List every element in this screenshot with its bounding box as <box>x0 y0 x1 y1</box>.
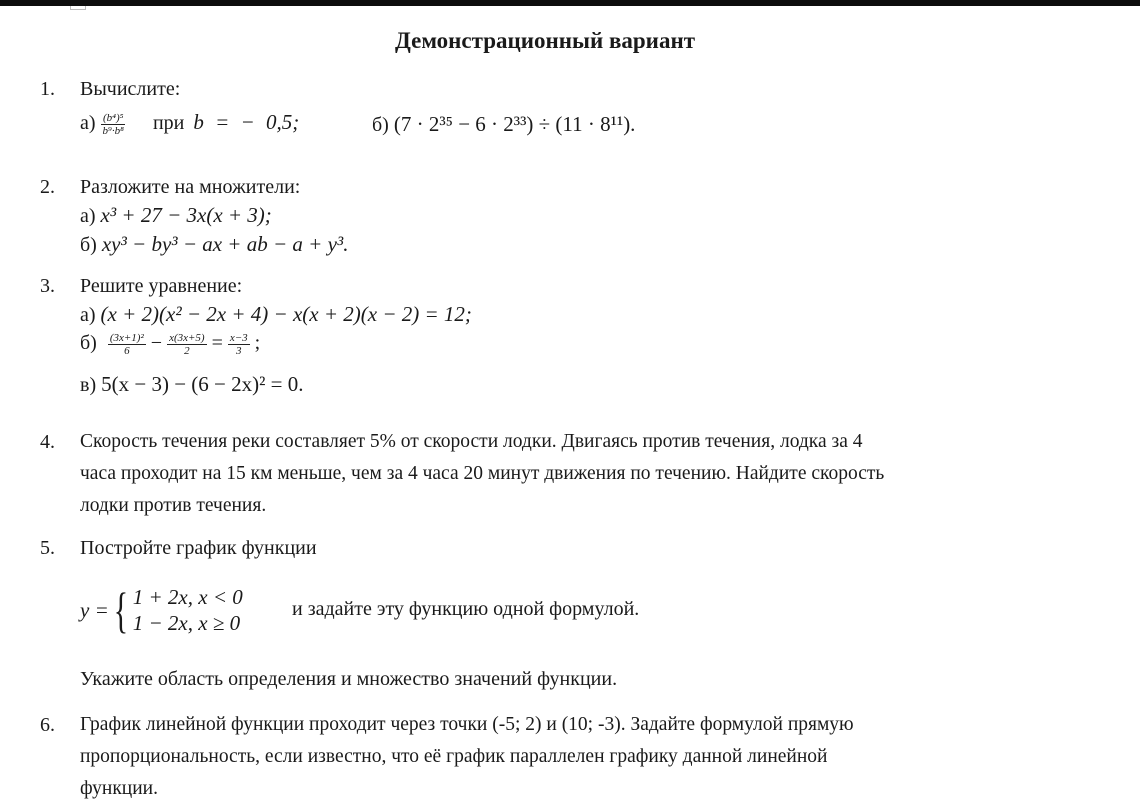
task-3b-fraction-3-denominator: 3 <box>236 345 242 357</box>
task-1-number: 1. <box>40 78 55 100</box>
task-3b-label: б) <box>80 332 97 355</box>
task-5-cases <box>133 584 243 636</box>
task-3b-fraction-3 <box>228 332 250 357</box>
task-2a-expression: x³ + 27 − 3x(x + 3); <box>100 203 272 227</box>
task-1a-when: при <box>152 112 185 134</box>
task-4-line: Скорость течения реки составляет 5% от скорости лодки. Двигаясь против течения, лодка за 4 <box>80 431 863 452</box>
task-3b-fraction-2-denominator: 2 <box>184 345 190 357</box>
task-3b-fraction-1-numerator: (3x+1)² <box>109 332 144 344</box>
task-3b-equals: = <box>211 332 223 355</box>
task-1b-row <box>372 112 635 137</box>
task-4-number: 4. <box>40 431 55 453</box>
task-1b-label: б) <box>372 114 389 136</box>
task-3c-row <box>80 372 304 397</box>
task-5-tail: и задайте эту функцию одной формулой. <box>292 598 640 620</box>
task-2b-label: б) <box>80 234 97 256</box>
top-window-edge <box>0 0 1140 6</box>
task-1a-denominator: b⁹·b⁸ <box>102 124 124 137</box>
task-3b-row <box>80 332 260 357</box>
task-3a-expression: (x + 2)(x² − 2x + 4) − x(x + 2)(x − 2) = 12; <box>100 302 472 326</box>
task-2-heading: Разложите на множители: <box>80 176 301 198</box>
task-1a-condition: b = − 0,5; <box>193 110 300 134</box>
task-1a-row <box>80 110 299 137</box>
task-1a-numerator: (b⁴)⁵ <box>103 111 124 124</box>
task-3a-row <box>80 302 472 327</box>
task-3b-fraction-1-denominator: 6 <box>124 345 130 357</box>
task-3b-fraction-2 <box>167 332 207 357</box>
task-1b-expression: (7 · 2³⁵ − 6 · 2³³) ÷ (11 · 8¹¹). <box>393 112 636 136</box>
task-3b-minus: − <box>150 332 163 355</box>
task-2b-row <box>80 232 348 257</box>
task-4-line: часа проходит на 15 км меньше, чем за 4 часа 20 минут движения по течению. Найдите скорость <box>80 463 885 484</box>
task-6-text <box>80 709 854 805</box>
task-6-line: пропорциональность, если известно, что её график параллелен графику данной линейной <box>80 746 828 767</box>
task-6-line: функции. <box>80 778 158 799</box>
task-4-line: лодки против течения. <box>80 495 267 516</box>
task-6-number: 6. <box>40 714 55 736</box>
task-2b-expression: xy³ − by³ − ax + ab − a + y³. <box>101 232 349 256</box>
task-2-number: 2. <box>40 176 55 198</box>
task-1-heading: Вычислите: <box>80 78 181 100</box>
task-3-number: 3. <box>40 275 55 297</box>
task-2a-row <box>80 203 272 228</box>
task-3c-expression: 5(x − 3) − (6 − 2x)² = 0. <box>101 372 304 396</box>
page-title: Демонстрационный вариант <box>395 28 695 53</box>
task-5-number: 5. <box>40 537 55 559</box>
task-5-system <box>80 584 243 636</box>
task-3b-fraction-3-numerator: x−3 <box>229 332 248 344</box>
task-3-heading: Решите уравнение: <box>80 275 243 297</box>
task-5-note: Укажите область определения и множество значений функции. <box>80 668 618 690</box>
task-3a-label: а) <box>80 304 96 326</box>
task-2a-label: а) <box>80 205 96 227</box>
task-5-heading: Постройте график функции <box>80 537 317 559</box>
task-1a-label: а) <box>80 112 96 134</box>
task-1a-fraction <box>101 112 126 137</box>
task-3b-fraction-1 <box>108 332 146 357</box>
task-3b-end: ; <box>254 332 261 355</box>
left-brace-icon: { <box>113 582 128 638</box>
task-3c-label: в) <box>80 374 97 396</box>
task-4-text <box>80 426 884 522</box>
task-5-case-1: 1 + 2x, x < 0 <box>132 585 243 609</box>
task-3b-fraction-2-numerator: x(3x+5) <box>169 332 205 344</box>
task-6-line: График линейной функции проходит через точки (-5; 2) и (10; -3). Задайте формулой прямую <box>80 714 854 735</box>
page-corner-mark <box>70 6 86 10</box>
task-5-y-equals: y = <box>80 597 109 622</box>
task-5-case-2: 1 − 2x, x ≥ 0 <box>132 611 241 635</box>
